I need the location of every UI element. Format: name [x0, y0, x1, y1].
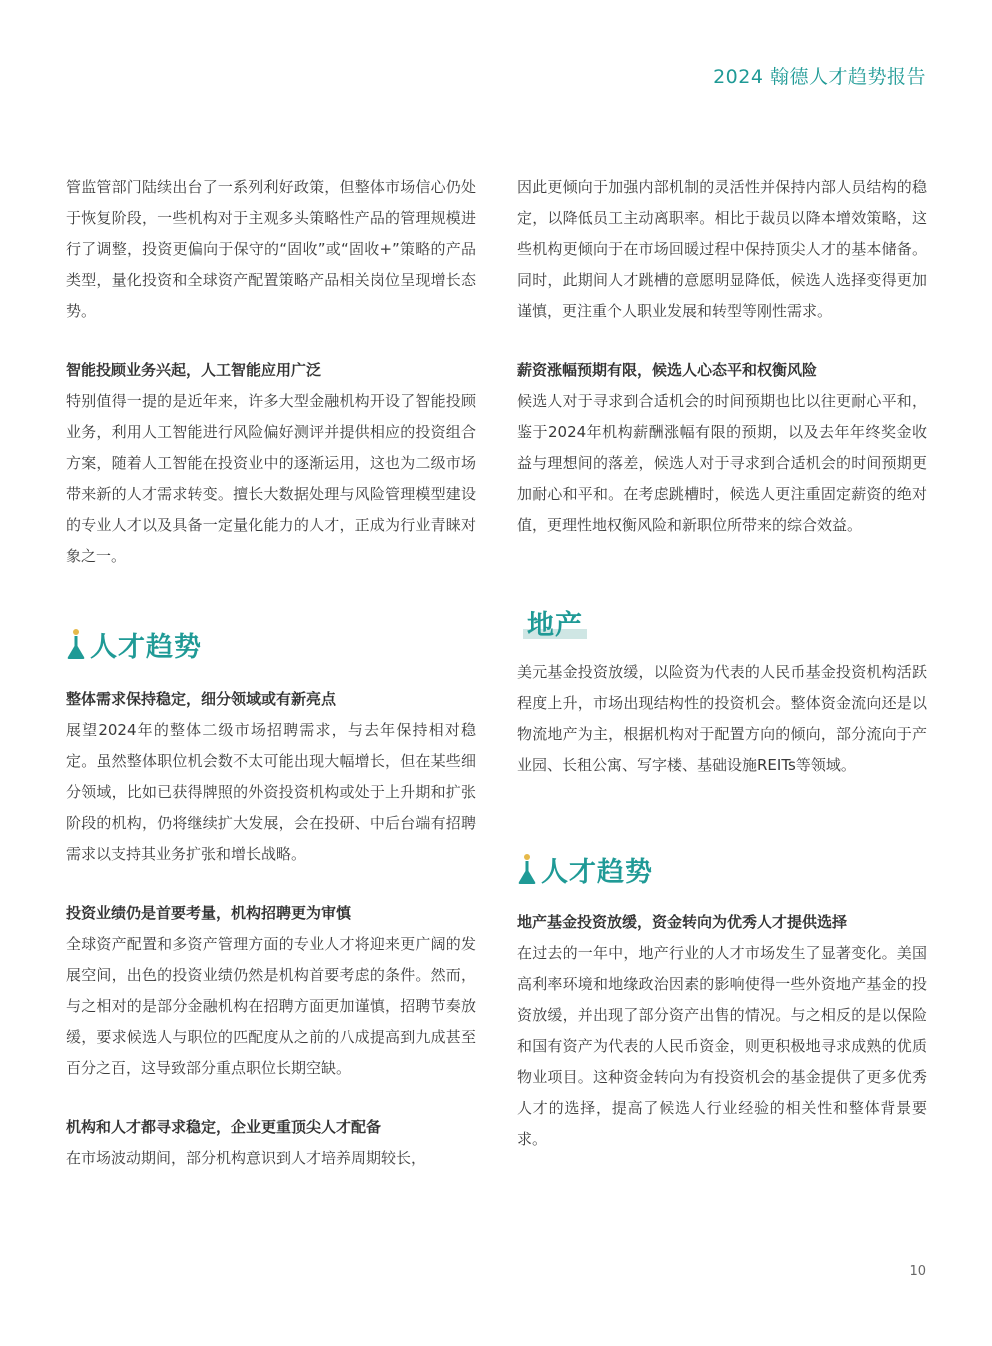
- page-number: 10: [909, 1264, 926, 1279]
- continued-paragraph: 因此更倾向于加强内部机制的灵活性并保持内部人员结构的稳定，以降低员工主动离职率。相比于裁员以降本增效策略，这些机构更倾向于在市场回暖过程中保持顶尖人才的基本储备。同时，此期间人才跳槽的意愿明显降低，候选人选择变得更加谨慎，更注重个人职业发展和转型等刚性需求。: [517, 178, 927, 320]
- seek-stability-paragraph: 在市场波动期间，部分机构意识到人才培养周期较长，: [66, 1149, 427, 1167]
- subheading-robo-advisor: 智能投顾业务兴起，人工智能应用广泛: [66, 361, 322, 379]
- flask-icon: [517, 853, 537, 885]
- flask-icon: [66, 628, 86, 660]
- left-column: [66, 172, 476, 1174]
- right-column: [517, 172, 927, 1155]
- real-estate-funds-paragraph: 在过去的一年中，地产行业的人才市场发生了显著变化。美国高利率环境和地缘政治因素的影响使得一些外资地产基金的投资放缓，并出现了部分资产出售的情况。与之相反的是以保险和国有资产为代表的人民币资金，则更积极地寻求成熟的优质物业项目。这种资金转向为有投资机会的基金提供了更多优秀人才的选择，提高了候选人行业经验的相关性和整体背景要求。: [517, 944, 927, 1148]
- section-heading-real-estate: [523, 603, 587, 643]
- section-heading-talent-trends: [517, 849, 927, 889]
- real-estate-paragraph: 美元基金投资放缓，以险资为代表的人民币基金投资机构活跃程度上升，市场出现结构性的投资机会。整体资金流向还是以物流地产为主，根据机构对于配置方向的倾向，部分流向于产业园、长租公寓、写字楼、基础设施REITs等领域。: [517, 663, 927, 774]
- subheading-real-estate-funds: 地产基金投资放缓，资金转向为优秀人才提供选择: [517, 913, 848, 931]
- section-title: 人才趋势: [541, 856, 653, 888]
- section-heading-talent-trends: [66, 624, 476, 664]
- stable-demand-paragraph: 展望2024年的整体二级市场招聘需求，与去年保持相对稳定。虽然整体职位机会数不太可能出现大幅增长，但在某些细分领域，比如已获得牌照的外资投资机构或处于上升期和扩张阶段的机构，仍将继续扩大发展，会在投研、中后台端有招聘需求以支持其业务扩张和增长战略。: [66, 721, 476, 863]
- subheading-stable-demand: 整体需求保持稳定，细分领域或有新亮点: [66, 690, 337, 708]
- robo-advisor-paragraph: 特别值得一提的是近年来，许多大型金融机构开设了智能投顾业务，利用人工智能进行风险偏好测评并提供相应的投资组合方案，随着人工智能在投资业中的逐渐运用，这也为二级市场带来新的人才需求转变。擅长大数据处理与风险管理模型建设的专业人才以及具备一定量化能力的人才，正成为行业青睐对象之一。: [66, 392, 476, 565]
- investment-performance-paragraph: 全球资产配置和多资产管理方面的专业人才将迎来更广阔的发展空间，出色的投资业绩仍然是机构首要考虑的条件。然而，与之相对的是部分金融机构在招聘方面更加谨慎，招聘节奏放缓，要求候选人与职位的匹配度从之前的八成提高到九成甚至百分之百，这导致部分重点职位长期空缺。: [66, 935, 476, 1077]
- section-title: 人才趋势: [90, 631, 202, 663]
- subheading-salary-expectations: 薪资涨幅预期有限，候选人心态平和权衡风险: [517, 361, 818, 379]
- intro-paragraph: 管监管部门陆续出台了一系列利好政策，但整体市场信心仍处于恢复阶段，一些机构对于主观多头策略性产品的管理规模进行了调整，投资更偏向于保守的“固收”或“固收+”策略的产品类型，量化投资和全球资产配置策略产品相关岗位呈现增长态势。: [66, 178, 476, 320]
- subheading-seek-stability: 机构和人才都寻求稳定，企业更重顶尖人才配备: [66, 1118, 382, 1136]
- subheading-investment-performance: 投资业绩仍是首要考量，机构招聘更为审慎: [66, 904, 352, 922]
- report-title: 2024 翰德人才趋势报告: [713, 66, 926, 88]
- section-title: 地产: [527, 610, 583, 641]
- salary-expectations-paragraph: 候选人对于寻求到合适机会的时间预期也比以往更耐心平和，鉴于2024年机构薪酬涨幅有限的预期，以及去年年终奖金收益与理想间的落差，候选人对于寻求到合适机会的时间预期更加耐心和平和。在考虑跳槽时，候选人更注重固定薪资的绝对值，更理性地权衡风险和新职位所带来的综合效益。: [517, 392, 927, 534]
